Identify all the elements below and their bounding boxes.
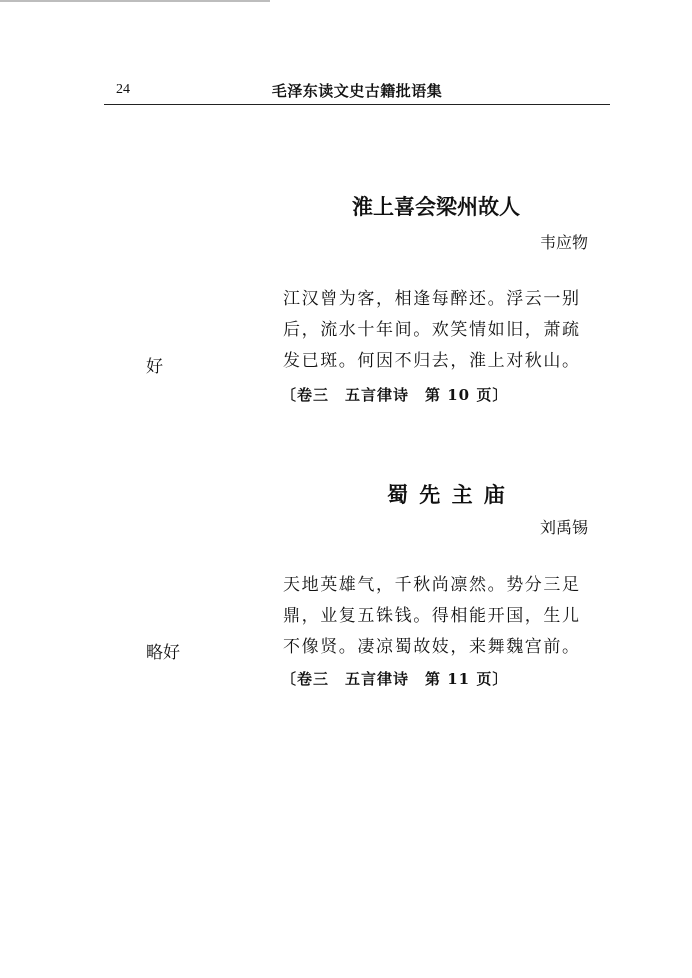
poem-line: 天地英雄气，千秋尚凛然。势分三足 <box>283 575 581 595</box>
margin-comment: 略好 <box>146 643 180 663</box>
poem-line: 后，流水十年间。欢笑情如旧，萧疏 <box>283 320 581 340</box>
poem-line: 发已斑。何因不归去，淮上对秋山。 <box>283 351 581 371</box>
poem-text <box>283 284 613 377</box>
page-header <box>104 78 610 102</box>
poem-author: 刘禹锡 <box>539 518 588 537</box>
running-book-title: 毛泽东读文史古籍批语集 <box>271 82 443 100</box>
poem-title: 淮上喜会梁州故人 <box>352 195 520 219</box>
margin-comment: 好 <box>146 357 163 377</box>
scan-edge-line <box>0 0 270 2</box>
poem-title: 蜀 先 主 庙 <box>387 483 507 507</box>
poem-line: 江汉曾为客，相逢每醉还。浮云一别 <box>283 289 581 309</box>
poem-line: 不像贤。凄凉蜀故妓，来舞魏宫前。 <box>283 637 581 657</box>
poem-line: 鼎，业复五铢钱。得相能开国，生儿 <box>283 606 581 626</box>
page-number: 24 <box>116 82 130 97</box>
poem-author: 韦应物 <box>539 233 588 252</box>
header-divider <box>104 104 610 105</box>
source-reference: 〔卷三 五言律诗 第 10 页〕 <box>281 386 509 404</box>
poem-text <box>283 570 613 663</box>
source-reference: 〔卷三 五言律诗 第 11 页〕 <box>281 670 509 688</box>
